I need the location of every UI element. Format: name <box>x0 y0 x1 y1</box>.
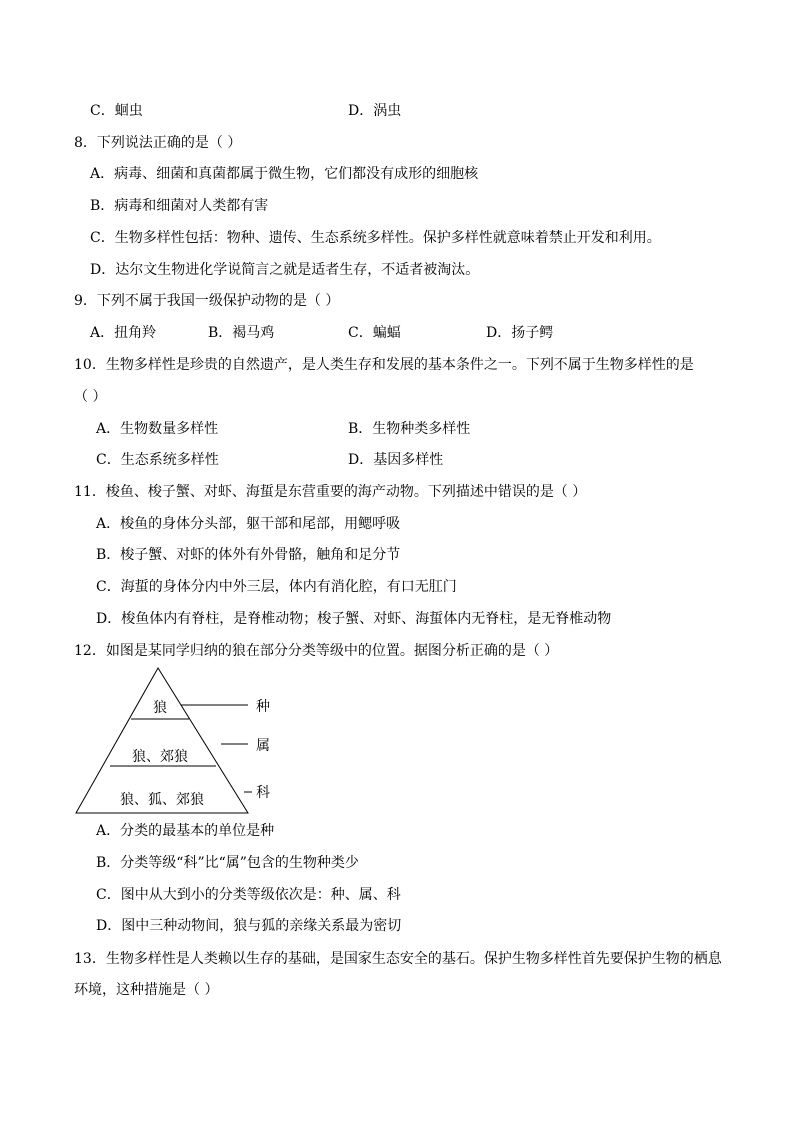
q8-option-b: B．病毒和细菌对人类都有害 <box>90 198 269 214</box>
q8-stem: 8．下列说法正确的是（ ） <box>74 135 242 151</box>
q9-option-c: C．蝙蝠 <box>348 325 401 341</box>
pyramid-level-species: 狼 <box>153 700 167 716</box>
q12-option-b: B．分类等级“科”比“属”包含的生物种类少 <box>96 855 359 871</box>
q10-option-c: C．生态系统多样性 <box>96 452 219 468</box>
q10-option-a: A．生物数量多样性 <box>96 421 219 437</box>
q8-option-d: D．达尔文生物进化学说简言之就是适者生存，不适者被淘汰。 <box>90 262 480 278</box>
q7-option-c: C．蛔虫 <box>90 103 143 119</box>
label-genus: 属 <box>256 738 270 754</box>
q12-option-d: D．图中三种动物间，狼与狐的亲缘关系最为密切 <box>96 918 402 934</box>
q10-option-d: D．基因多样性 <box>348 452 444 468</box>
q13-stem: 13．生物多样性是人类赖以生存的基础，是国家生态安全的基石。保护生物多样性首先要保护生物的栖息 <box>74 951 722 967</box>
pyramid-level-genus: 狼、郊狼 <box>132 749 188 765</box>
q10-option-b: B．生物种类多样性 <box>348 421 471 437</box>
q10-stem: 10．生物多样性是珍贵的自然遗产，是人类生存和发展的基本条件之一。下列不属于生物多样性的是 <box>74 357 694 373</box>
q13-stem-continued: 环境，这种措施是（ ） <box>74 982 219 998</box>
q9-option-b: B．褐马鸡 <box>208 325 275 341</box>
q11-option-c: C．海蜇的身体分内中外三层，体内有消化腔，有口无肛门 <box>96 579 457 595</box>
q12-stem: 12．如图是某同学归纳的狼在部分分类等级中的位置。据图分析正确的是（ ） <box>74 643 559 659</box>
q9-option-a: A．扭角羚 <box>90 325 157 341</box>
pyramid-level-family: 狼、狐、郊狼 <box>120 792 204 808</box>
q8-option-c: C．生物多样性包括：物种、遗传、生态系统多样性。保护多样性就意味着禁止开发和利用。 <box>90 230 661 246</box>
label-species: 种 <box>256 699 270 715</box>
q7-option-d: D．涡虫 <box>348 103 402 119</box>
q8-option-a: A．病毒、细菌和真菌都属于微生物，它们都没有成形的细胞核 <box>90 166 479 182</box>
q9-stem: 9．下列不属于我国一级保护动物的是（ ） <box>74 293 340 309</box>
q11-option-d: D．梭鱼体内有脊柱，是脊椎动物；梭子蟹、对虾、海蜇体内无脊柱，是无脊椎动物 <box>96 611 612 627</box>
q9-option-d: D．扬子鳄 <box>486 325 554 341</box>
q12-option-a: A．分类的最基本的单位是种 <box>96 823 275 839</box>
q12-option-c: C．图中从大到小的分类等级依次是：种、属、科 <box>96 887 401 903</box>
label-family: 科 <box>256 785 270 801</box>
q11-option-b: B．梭子蟹、对虾的体外有外骨骼，触角和足分节 <box>96 547 401 563</box>
q11-stem: 11．梭鱼、梭子蟹、对虾、海蜇是东营重要的海产动物。下列描述中错误的是（ ） <box>74 484 587 500</box>
q10-stem-continued: （ ） <box>74 389 107 405</box>
q11-option-a: A．梭鱼的身体分头部，躯干部和尾部，用鳃呼吸 <box>96 516 401 532</box>
taxonomy-pyramid-diagram <box>68 666 288 818</box>
